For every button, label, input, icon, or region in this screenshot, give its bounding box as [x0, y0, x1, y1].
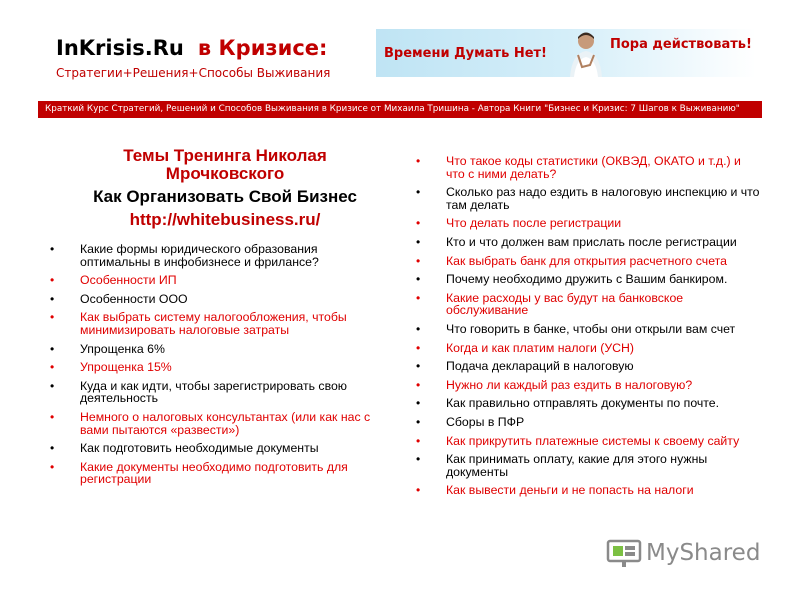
training-title-line1: Темы Тренинга Николая: [123, 146, 327, 165]
promo-banner: [376, 29, 756, 77]
list-item: • Что делать после регистрации: [416, 217, 761, 230]
list-item: • Как выбрать банк для открытия расчетного счета: [416, 255, 761, 268]
list-item: • Куда и как идти, чтобы зарегистрировать свою деятельность: [50, 380, 382, 405]
site-brand: [56, 36, 327, 60]
training-subtitle: Как Организовать Свой Бизнес: [93, 187, 357, 206]
list-item: • Какие документы необходимо подготовить для регистрации: [50, 461, 382, 486]
list-item: • Как прикрутить платежные системы к своему сайту: [416, 435, 761, 448]
list-item: • Упрощенка 6%: [50, 343, 382, 356]
list-item: • Когда и как платим налоги (УСН): [416, 342, 761, 355]
list-item: • Как вывести деньги и не попасть на налоги: [416, 484, 761, 497]
list-item: • Что говорить в банке, чтобы они открыли вам счет: [416, 323, 761, 336]
course-info-bar: Краткий Курс Стратегий, Решений и Способов Выживания в Кризисе от Михаила Тришина - Автора Книги "Бизнес и Кризис: 7 Шагов к Выживанию": [38, 101, 762, 118]
list-item: • Как правильно отправлять документы по почте.: [416, 397, 761, 410]
list-item: • Какие формы юридического образования оптимальны в инфобизнесе и фрилансе?: [50, 243, 382, 268]
list-item: • Немного о налоговых консультантах (или как нас с вами пытаются «развести»): [50, 411, 382, 436]
list-item: • Как выбрать систему налогообложения, чтобы минимизировать налоговые затраты: [50, 311, 382, 336]
training-url[interactable]: http://whitebusiness.ru/: [129, 210, 321, 229]
list-item: • Особенности ИП: [50, 274, 382, 287]
watermark-text: MyShared: [646, 540, 761, 566]
training-title-line2: Мрочковского: [165, 164, 285, 183]
list-item: • Как принимать оплату, какие для этого нужны документы: [416, 453, 761, 478]
list-item: • Какие расходы у вас будут на банковское обслуживание: [416, 292, 761, 317]
list-item: • Сколько раз надо ездить в налоговую инспекцию и что там делать: [416, 186, 761, 211]
list-item: • Как подготовить необходимые документы: [50, 442, 382, 455]
list-item: • Особенности ООО: [50, 293, 382, 306]
presentation-icon: [606, 539, 642, 569]
list-item: • Почему необходимо дружить с Вашим банкиром.: [416, 273, 761, 286]
banner-right-text: Пора действовать!: [610, 37, 752, 52]
right-topic-list: [416, 155, 761, 503]
list-item: • Упрощенка 15%: [50, 361, 382, 374]
banner-left-text: Времени Думать Нет!: [384, 46, 547, 61]
list-item: • Сборы в ПФР: [416, 416, 761, 429]
list-item: • Кто и что должен вам прислать после регистрации: [416, 236, 761, 249]
list-item: • Нужно ли каждый раз ездить в налоговую?: [416, 379, 761, 392]
crisis-label: в Кризисе:: [197, 36, 328, 60]
site-name: InKrisis.Ru: [56, 36, 184, 60]
list-item: • Подача деклараций в налоговую: [416, 360, 761, 373]
thinking-man-figure: [564, 29, 608, 77]
tagline: Стратегии+Решения+Способы Выживания: [56, 66, 331, 80]
left-topic-list: [50, 243, 382, 492]
list-item: • Что такое коды статистики (ОКВЭД, ОКАТО и т.д.) и что с ними делать?: [416, 155, 761, 180]
